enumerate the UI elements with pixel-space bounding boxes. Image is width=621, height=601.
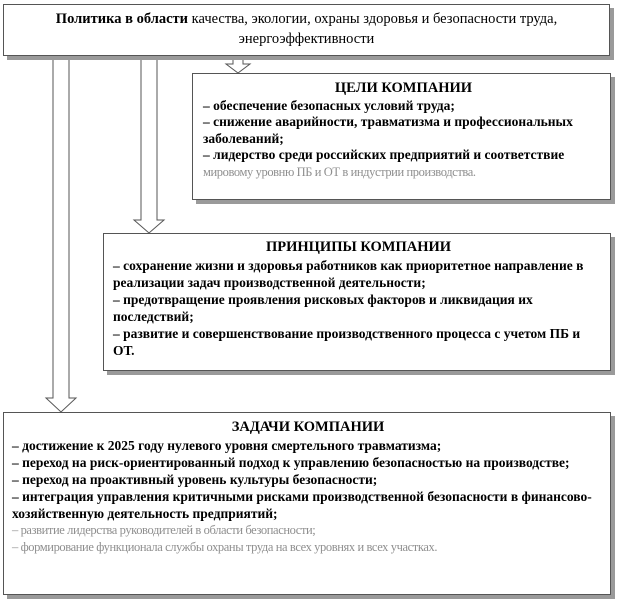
tasks-item: – переход на проактивный уровень культуры безопасности; bbox=[12, 472, 378, 487]
principles-item: – предотвращение проявления рисковых факторов и ликвидация их последствий; bbox=[113, 292, 533, 324]
tasks-title: ЗАДАЧИ КОМПАНИИ bbox=[231, 419, 385, 435]
goals-item: мировому уровню ПБ и ОТ в индустрии производства. bbox=[203, 164, 476, 179]
arrow-to-tasks bbox=[46, 56, 76, 412]
policy-title-rest: качества, экологии, охраны здоровья и безопасности труда, энергоэффективности bbox=[188, 11, 558, 47]
tasks-box bbox=[3, 412, 611, 595]
goals-item: – снижение аварийности, травматизма и профессиональных заболеваний; bbox=[203, 114, 573, 146]
tasks-item: – развитие лидерства руководителей в области безопасности; bbox=[12, 523, 316, 537]
arrow-to-goals bbox=[226, 56, 250, 73]
principles-title: ПРИНЦИПЫ КОМПАНИИ bbox=[265, 239, 452, 255]
goals-box bbox=[192, 73, 611, 200]
arrow-to-principles bbox=[134, 56, 164, 233]
tasks-item: – интеграция управления критичными рисками производственной безопасности в финансово-хозяйственную деятельность предприятий; bbox=[12, 489, 592, 521]
principles-item: – развитие и совершенствование производственного процесса с учетом ПБ и ОТ. bbox=[113, 326, 581, 358]
principles-item: – сохранение жизни и здоровья работников как приоритетное направление в реализации задач производственной деятельности; bbox=[113, 258, 584, 290]
tasks-item: – достижение к 2025 году нулевого уровня смертельного травматизма; bbox=[12, 438, 442, 453]
principles-box bbox=[103, 233, 611, 371]
policy-box bbox=[3, 4, 610, 56]
goals-item: – обеспечение безопасных условий труда; bbox=[203, 97, 455, 113]
policy-title-bold: Политика в области bbox=[55, 11, 189, 27]
tasks-item: – переход на риск-ориентированный подход к управлению безопасностью на производстве; bbox=[12, 455, 570, 470]
goals-title: ЦЕЛИ КОМПАНИИ bbox=[334, 80, 473, 96]
tasks-item: – формирование функционала службы охраны труда на всех уровнях и всех участках. bbox=[12, 540, 438, 554]
goals-item: – лидерство среди российских предприятий и соответствие bbox=[203, 147, 565, 162]
